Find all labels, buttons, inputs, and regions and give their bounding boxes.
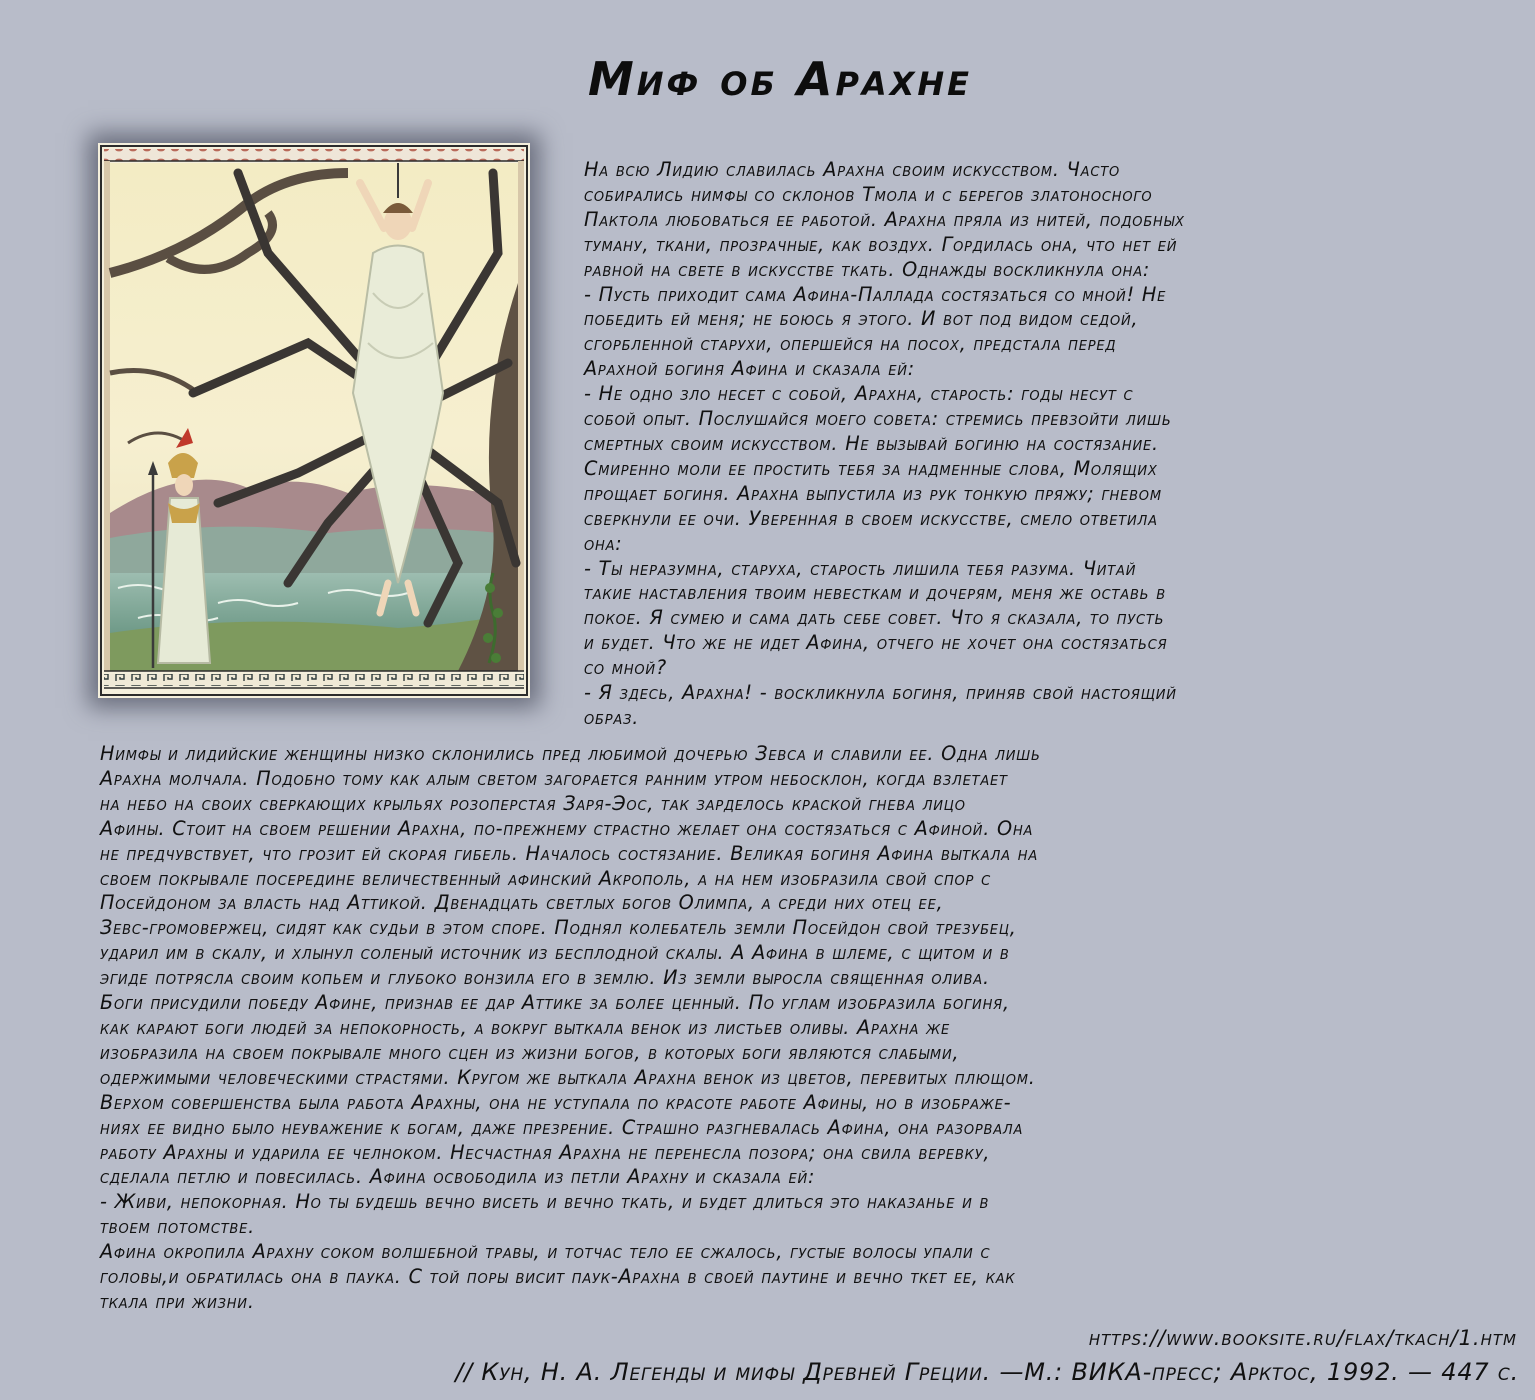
illustration-artwork xyxy=(98,143,530,698)
story-text-bottom: Нимфы и лидийские женщины низко склонились пред любимой дочерью Зевса и славили ее. Одна лишь Арахна молчала. Подобно тому как алым светом загорается ранним утром небосклон, когда взлетает на небо на своих сверкающих крыльях розоперстая Заря-Эос, так зарделось краской гнева лицо Афины. Стоит на своем решении Арахна, по-прежнему страстно желает она состязаться с Афиной. Она не предчувствует, что грозит ей скорая гибель. Началось состязание. Великая богиня Афина выткала на своем покрывале посередине величественный афинский Акрополь, а на нем изобразила свой спор с Посейдоном за власть над Аттикой. Двенадцать светлых богов Олимпа, а среди них отец ее, Зевс-громовержец, сидят как судьи в этом споре. Поднял колебатель земли Посейдон свой трезубец, ударил им в скалу, и хлынул соленый источник из бесплодной скалы. А Афина в шлеме, с щитом и в эгиде потрясла своим копьем и глубоко вонзила его в землю. Из земли выросла священная олива. Боги присудили победу Афине, признав ее дар Аттике за более ценный. По углам изобразила богиня, как карают боги людей за непокорность, а вокруг выткала венок из листьев оливы. Арахна же изобразила на своем покрывале много сцен из жизни богов, в которых боги являются слабыми, одержимыми человеческими страстями. Кругом же выткала Арахна венок из цветов, перевитых плющом. Верхом совершенства была работа Арахны, она не уступала по красоте работе Афины, но в изображе- ниях ее видно было неуважение к богам, даже презрение. Страшно разгневалась Афина, она разорвала работу Арахны и ударила ее челноком. Несчастная Арахна не перенесла позора; она свила веревку, сделала петлю и повесилась. Афина освободила из петли Арахну и сказала ей: - Живи, непокорная. Но ты будешь вечно висеть и вечно ткать, и будет длиться это наказанье и в твоем потомстве. Афина окропила Арахну соком волшебной травы, и тотчас тело ее сжалось, густые волосы упали с головы,и обратилась она в паука. С той поры висит паук-Арахна в своей паутине и вечно ткет ее, как ткала при жизни. xyxy=(100,742,1041,1313)
source-url-link[interactable]: https://www.booksite.ru/flax/tkach/1.htm xyxy=(1088,1326,1517,1350)
bibliographic-citation: // Кун, Н. А. Легенды и мифы Древней Греции. —М.: ВИКА-пресс; Арктос, 1992. — 447 с. xyxy=(455,1358,1519,1386)
arachne-illustration xyxy=(98,143,530,698)
story-text-top: На всю Лидию славилась Арахна своим искусством. Часто собирались нимфы со склонов Тмола и с берегов златоносного Пактола любоваться ее работой. Арахна пряла из нитей, подобных туману, ткани, прозрачные, как воздух. Гордилась она, что нет ей равной на свете в искусстве ткать. Однажды воскликнула она: - Пусть приходит сама Афина-Паллада состязаться со мной! Не победить ей меня; не боюсь я этого. И вот под видом седой, сгорбленной старухи, опершейся на посох, предстала перед Арахной богиня Афина и сказала ей: - Не одно зло несет с собой, Арахна, старость: годы несут с собой опыт. Послушайся моего совета: стремись превзойти лишь смертных своим искусством. Не вызывай богиню на состязание. Смиренно моли ее простить тебя за надменные слова, Молящих прощает богиня. Арахна выпустила из рук тонкую пряжу; гневом сверкнули ее очи. Уверенная в своем искусстве, смело ответила она: - Ты неразумна, старуха, старость лишила тебя разума. Читай такие наставления твоим невесткам и дочерям, меня же оставь в покое. Я сумею и сама дать себе совет. Что я сказала, то пусть и будет. Что же не идет Афина, отчего не хочет она состязаться со мной? - Я здесь, Арахна! - воскликнула богиня, приняв свой настоящий образ. xyxy=(584,158,1185,729)
page-title: Миф об Арахне xyxy=(587,52,973,106)
